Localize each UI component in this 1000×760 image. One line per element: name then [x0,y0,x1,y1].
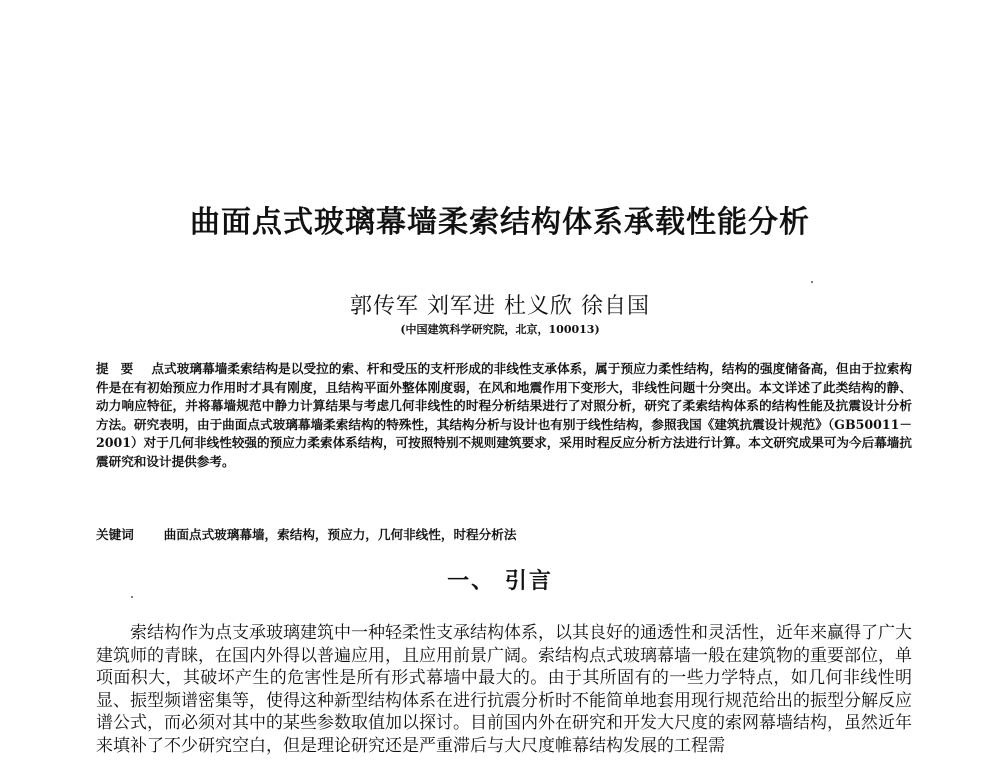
author-list: 郭传军 刘军进 杜义欣 徐自国 [350,294,650,319]
abstract [96,360,912,472]
paper-title: 曲面点式玻璃幕墙柔索结构体系承载性能分析 [190,205,810,240]
abstract-text: 点式玻璃幕墙柔索结构是以受拉的索、杆和受压的支杆形成的非线性支承体系，属于预应力柔性结构，结构的强度储备高，但由于拉索构件是在有初始预应力作用时才具有刚度，且结构平面外整体刚度弱，在风和地震作用下变形大，非线性问题十分突出。本文详述了此类结构的静、动力响应特征，并将幕墙规范中静力计算结果与考虑几何非线性的时程分析结果进行了对照分析，研究了柔索结构体系的结构性能及抗震设计分析方法。研究表明，由于曲面点式玻璃幕墙柔索结构的特殊性，其结构分析与设计也有别于线性结构，参照我国《建筑抗震设计规范》（GB50011－2001）对于几何非线性较强的预应力柔索体系结构，可按照特别不规则建筑要求，采用时程反应分析方法进行计算。本文研究成果可为今后幕墙抗震研究和设计提供参考。 [96,361,913,469]
section-heading: 一、 引言 [447,569,553,594]
abstract-label: 提要 [96,361,146,376]
keywords-label: 关键词 [96,527,134,542]
affiliation: (中国建筑科学研究院，北京，100013) [400,323,600,336]
scan-speck [131,596,133,598]
keywords-text: 曲面点式玻璃幕墙，索结构，预应力，几何非线性，时程分析法 [163,527,517,542]
scan-speck [811,281,813,283]
keywords [96,526,912,544]
body-paragraph: 索结构作为点支承玻璃建筑中一种轻柔性支承结构体系，以其良好的通透性和灵活性，近年来赢得了广大建筑师的青睐，在国内外得以普遍应用，且应用前景广阔。索结构点式玻璃幕墙一般在建筑物的重要部位，单项面积大，其破坏产生的危害性是所有形式幕墙中最大的。由于其所固有的一些力学特点，如几何非线性明显、振型频谱密集等，使得这种新型结构体系在进行抗震分析时不能简单地套用现行规范给出的振型分解反应谱公式，而必须对其中的某些参数取值加以探讨。目前国内外在研究和开发大尺度的索网幕墙结构，虽然近年来填补了不少研究空白，但是理论研究还是严重滞后与大尺度帷幕结构发展的工程需 [96,623,912,756]
